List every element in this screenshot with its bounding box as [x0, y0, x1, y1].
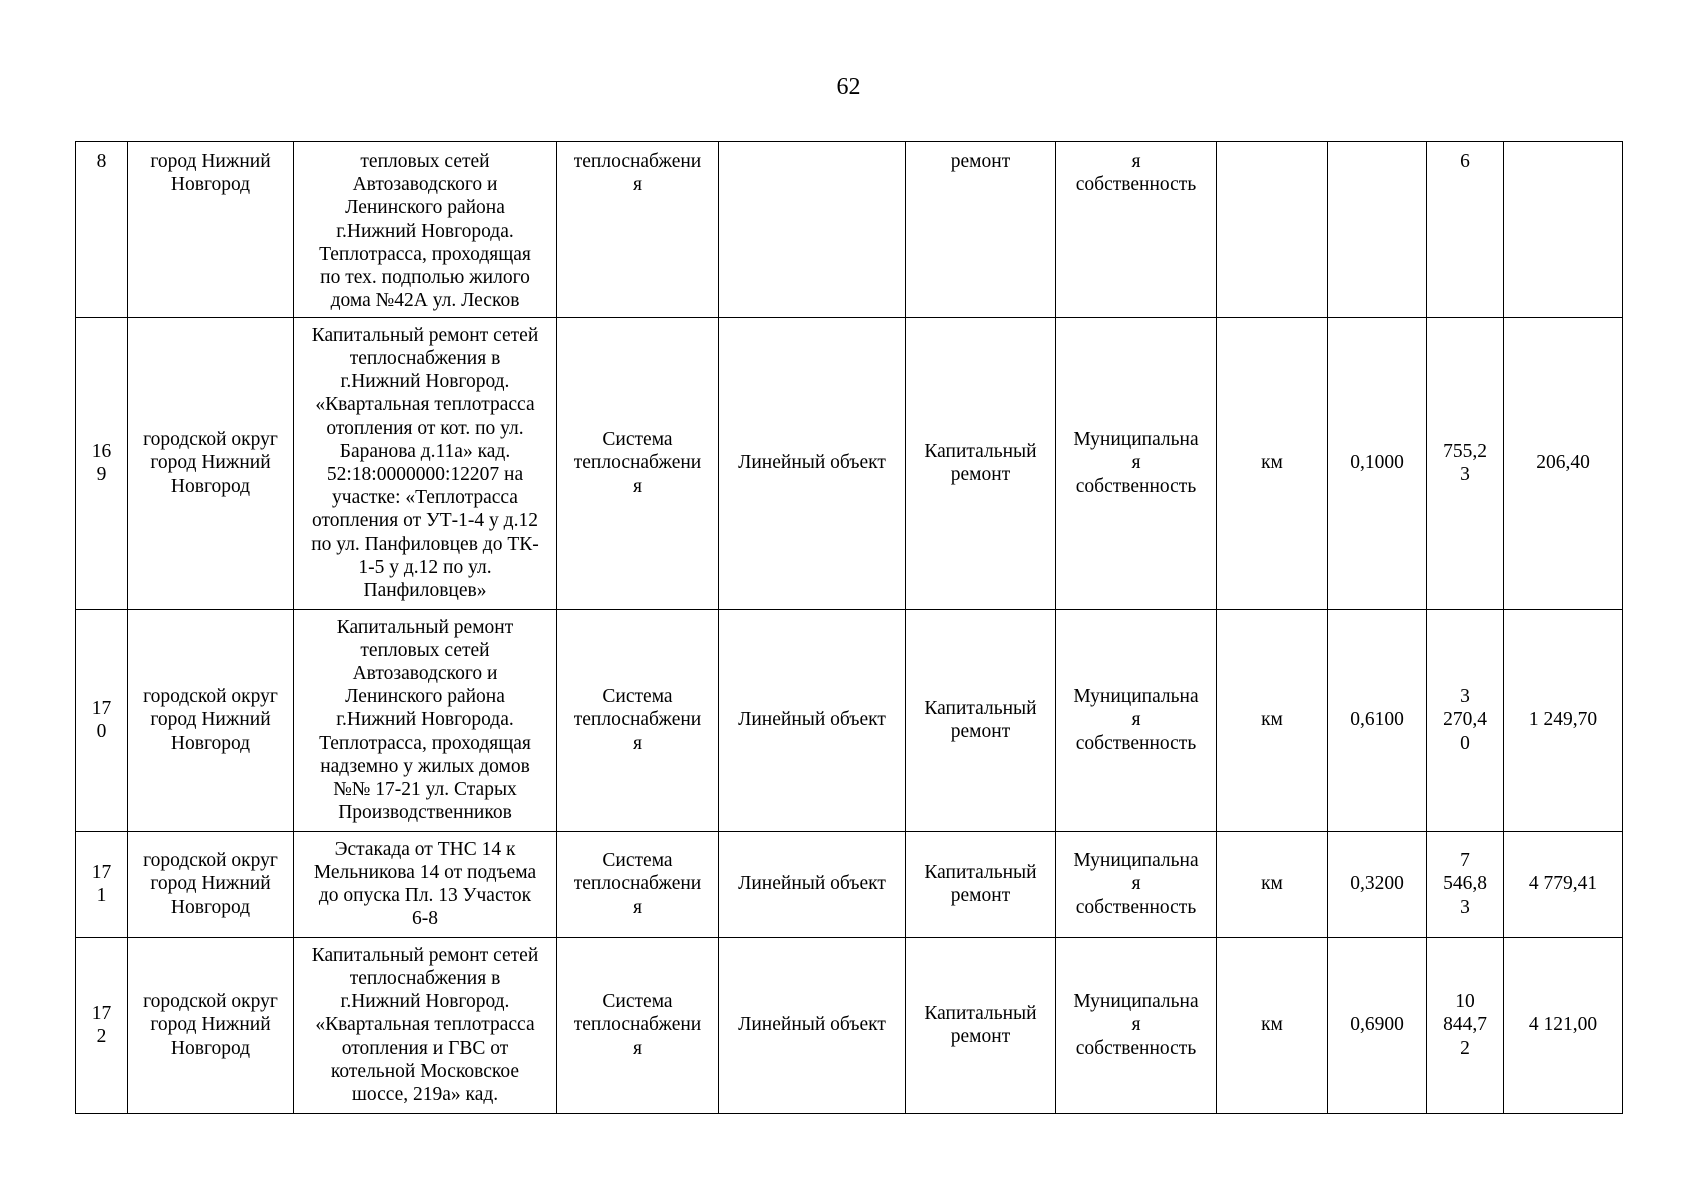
cell-object-type [719, 610, 906, 832]
cell-length-line: 0,3200 [1350, 873, 1404, 895]
cell-object-name-line: Мельникова 14 от подъема [313, 861, 537, 883]
cell-number-line: 16 [91, 440, 112, 462]
cell-object-name-line: отопления от УТ-1-4 у д.12 [312, 510, 538, 532]
cell-municipality-line: Новгород [170, 174, 251, 196]
cell-ownership [1056, 938, 1217, 1114]
cell-system [557, 610, 719, 832]
cell-municipality-line: город Нижний [150, 873, 271, 895]
cell-ownership-line: Муниципальна [1073, 850, 1199, 872]
cell-object-name-line: по ул. Панфиловцев до ТК- [311, 533, 539, 555]
program-table [75, 141, 1623, 1114]
cell-object-name-line: Баранова д.11а» кад. [339, 440, 511, 462]
cell-object-name-line: Теплотрасса, проходящая [319, 732, 531, 754]
cell-system-line: я [633, 732, 642, 754]
cell-object-name-line: «Квартальная теплотрасса [315, 1014, 535, 1036]
cell-municipality [128, 610, 294, 832]
cell-object-name-line: отопления и ГВС от [341, 1037, 509, 1059]
cell-object-name-line: надземно у жилых домов [320, 755, 530, 777]
cell-work-type [906, 938, 1056, 1114]
cell-municipality-line: городской округ [143, 429, 278, 451]
cell-object-name-line: Автозаводского и [352, 662, 498, 684]
cell-number [76, 142, 128, 318]
cell-object-name-line: г.Нижний Новгорода. [336, 220, 514, 242]
cell-number [76, 610, 128, 832]
cell-number-line: 8 [96, 151, 107, 172]
cell-number-line: 0 [96, 721, 107, 742]
cell-total-line: 206,40 [1536, 452, 1590, 474]
cell-ownership-line: собственность [1075, 1037, 1197, 1059]
cell-total-line: 1 249,70 [1528, 709, 1598, 731]
cell-system-line: Система [602, 686, 673, 708]
cell-length [1328, 832, 1427, 938]
cell-number-line: 17 [91, 697, 112, 719]
cell-ownership [1056, 318, 1217, 610]
cell-system [557, 318, 719, 610]
cell-work-type [906, 832, 1056, 938]
cell-length [1328, 318, 1427, 610]
cell-length-line: 0,6100 [1350, 709, 1404, 731]
cell-object-name-line: Производственников [338, 802, 512, 824]
cell-unit [1217, 832, 1328, 938]
table-row [76, 832, 1623, 938]
page-number: 62 [836, 74, 861, 100]
cell-unit-line: км [1261, 452, 1283, 474]
cell-ownership-line: я [1131, 452, 1141, 474]
cell-cost-line: 0 [1460, 732, 1470, 754]
cell-municipality-line: Новгород [170, 1037, 251, 1059]
cell-municipality [128, 142, 294, 318]
cell-work-type-line: ремонт [950, 151, 1011, 172]
cell-object-name-line: отопления от кот. по ул. [326, 417, 524, 439]
cell-object-name-line: Теплотрасса, проходящая [319, 243, 531, 265]
cell-total-line: 4 779,41 [1528, 873, 1598, 895]
cell-cost-line: 3 [1460, 896, 1470, 918]
cell-work-type [906, 318, 1056, 610]
cell-object-type [719, 938, 906, 1114]
cell-cost-line: 6 [1460, 151, 1470, 172]
cell-cost-line: 2 [1460, 1037, 1470, 1059]
cell-cost [1427, 610, 1504, 832]
cell-object-name-line: Эстакада от ТНС 14 к [334, 838, 516, 860]
cell-object-name-line: тепловых сетей [360, 639, 490, 661]
cell-cost [1427, 318, 1504, 610]
cell-object-name-line: по тех. подполью жилого [320, 267, 530, 289]
cell-cost-line: 7 [1460, 850, 1470, 872]
cell-work-type-line: Капитальный [924, 861, 1037, 883]
cell-ownership-line: я [1131, 709, 1141, 731]
cell-total [1504, 832, 1623, 938]
cell-total [1504, 318, 1623, 610]
cell-object-name [294, 938, 557, 1114]
cell-object-name-line: теплоснабжения в [349, 347, 501, 369]
cell-unit-line: км [1261, 1014, 1283, 1036]
cell-object-name-line: шоссе, 219а» кад. [351, 1084, 499, 1105]
table-row [76, 142, 1623, 318]
cell-municipality [128, 938, 294, 1114]
cell-object-type-line: Линейный объект [738, 452, 886, 474]
cell-system-line: теплоснабжени [573, 709, 702, 731]
cell-length-line: 0,6900 [1350, 1014, 1404, 1036]
cell-unit-line: км [1261, 873, 1283, 895]
table-row [76, 610, 1623, 832]
cell-object-name-line: теплоснабжения в [349, 967, 501, 989]
cell-object-name-line: г.Нижний Новгорода. [336, 709, 514, 731]
table-row [76, 318, 1623, 610]
cell-object-name-line: Ленинского района [345, 686, 505, 708]
cell-total-line: 4 121,00 [1528, 1014, 1598, 1036]
cell-ownership [1056, 610, 1217, 832]
cell-municipality-line: городской округ [143, 991, 278, 1013]
cell-object-type-line: Линейный объект [738, 1014, 886, 1036]
cell-work-type-line: ремонт [950, 1026, 1011, 1047]
cell-system [557, 142, 719, 318]
cell-work-type-line: ремонт [950, 721, 1011, 742]
cell-municipality-line: Новгород [170, 732, 251, 754]
cell-ownership-line: собственность [1075, 896, 1197, 918]
cell-object-name-line: Капитальный ремонт [336, 616, 514, 638]
cell-number [76, 318, 128, 610]
cell-municipality [128, 832, 294, 938]
cell-system [557, 938, 719, 1114]
cell-total [1504, 938, 1623, 1114]
cell-work-type [906, 142, 1056, 318]
cell-system-line: Система [602, 850, 673, 872]
cell-cost-line: 844,7 [1443, 1014, 1487, 1036]
cell-object-name-line: Ленинского района [345, 197, 505, 219]
cell-number-line: 17 [91, 1002, 112, 1024]
cell-municipality-line: Новгород [170, 896, 251, 918]
cell-ownership-line: Муниципальна [1073, 686, 1199, 708]
cell-object-type [719, 832, 906, 938]
cell-object-type [719, 142, 906, 318]
cell-municipality-line: город Нижний [150, 151, 271, 172]
cell-object-name [294, 610, 557, 832]
cell-object-name-line: г.Нижний Новгород. [340, 371, 510, 393]
cell-work-type-line: Капитальный [924, 1002, 1037, 1024]
cell-system-line: Система [602, 429, 673, 451]
cell-total [1504, 610, 1623, 832]
cell-object-name [294, 318, 557, 610]
cell-work-type-line: Капитальный [924, 440, 1037, 462]
cell-object-name-line: тепловых сетей [360, 151, 490, 172]
cell-cost-line: 270,4 [1443, 709, 1487, 731]
cell-municipality-line: город Нижний [150, 709, 271, 731]
cell-total [1504, 142, 1623, 318]
cell-unit [1217, 318, 1328, 610]
cell-object-name [294, 832, 557, 938]
cell-system-line: я [633, 475, 642, 497]
cell-municipality-line: городской округ [143, 686, 278, 708]
cell-length [1328, 610, 1427, 832]
cell-unit-line: км [1261, 709, 1283, 731]
cell-municipality-line: городской округ [143, 850, 278, 872]
cell-object-type-line: Линейный объект [738, 709, 886, 731]
table-row [76, 938, 1623, 1114]
cell-system-line: я [633, 174, 642, 196]
cell-object-name-line: дома №42А ул. Лесков [330, 290, 520, 312]
cell-system-line: теплоснабжени [573, 873, 702, 895]
cell-ownership-line: Муниципальна [1073, 991, 1199, 1013]
cell-ownership-line: собственность [1075, 475, 1197, 497]
cell-work-type-line: Капитальный [924, 697, 1037, 719]
cell-object-name-line: участке: «Теплотрасса [332, 487, 518, 509]
cell-work-type [906, 610, 1056, 832]
cell-number [76, 832, 128, 938]
cell-object-name-line: Автозаводского и [352, 174, 498, 196]
cell-object-type-line: Линейный объект [738, 873, 886, 895]
cell-ownership-line: я [1131, 1014, 1141, 1036]
cell-object-type [719, 318, 906, 610]
table-body [76, 142, 1623, 1114]
cell-object-name-line: Капитальный ремонт сетей [311, 324, 539, 346]
cell-object-name-line: г.Нижний Новгород. [340, 991, 510, 1013]
cell-ownership-line: собственность [1075, 732, 1197, 754]
cell-object-name-line: до опуска Пл. 13 Участок [318, 885, 532, 906]
cell-cost [1427, 938, 1504, 1114]
cell-number [76, 938, 128, 1114]
cell-ownership-line: собственность [1075, 174, 1197, 196]
cell-system-line: теплоснабжени [573, 1014, 702, 1036]
cell-municipality-line: город Нижний [150, 452, 271, 474]
cell-work-type-line: ремонт [950, 885, 1011, 906]
cell-ownership [1056, 142, 1217, 318]
cell-system [557, 832, 719, 938]
cell-cost [1427, 832, 1504, 938]
cell-ownership-line: я [1131, 873, 1141, 895]
cell-ownership [1056, 832, 1217, 938]
cell-length [1328, 938, 1427, 1114]
cell-cost-line: 10 [1455, 991, 1475, 1013]
cell-municipality [128, 318, 294, 610]
cell-unit [1217, 938, 1328, 1114]
cell-cost-line: 755,2 [1443, 440, 1487, 462]
cell-system-line: я [633, 896, 642, 918]
cell-object-name-line: Капитальный ремонт сетей [311, 944, 539, 966]
cell-system-line: теплоснабжени [573, 452, 702, 474]
cell-object-name-line: Панфиловцев» [363, 580, 487, 602]
cell-number-line: 17 [91, 861, 112, 883]
cell-cost [1427, 142, 1504, 318]
cell-system-line: Система [602, 991, 673, 1013]
cell-ownership-line: Муниципальна [1073, 429, 1199, 451]
cell-number-line: 1 [96, 885, 107, 906]
cell-length-line: 0,1000 [1350, 452, 1404, 474]
cell-ownership-line: я [1131, 151, 1141, 172]
cell-municipality-line: город Нижний [150, 1014, 271, 1036]
cell-object-name-line: №№ 17-21 ул. Старых [333, 779, 517, 800]
cell-cost-line: 546,8 [1443, 873, 1487, 895]
cell-object-name-line: 52:18:0000000:12207 на [326, 464, 524, 485]
cell-length [1328, 142, 1427, 318]
cell-object-name-line: 6-8 [412, 908, 438, 930]
cell-system-line: я [633, 1037, 642, 1059]
cell-municipality-line: Новгород [170, 475, 251, 497]
cell-number-line: 9 [96, 464, 107, 485]
cell-system-line: теплоснабжени [573, 151, 702, 172]
cell-unit [1217, 142, 1328, 318]
cell-unit [1217, 610, 1328, 832]
cell-work-type-line: ремонт [950, 464, 1011, 485]
cell-object-name-line: котельной Московское [330, 1060, 520, 1082]
cell-object-name-line: «Квартальная теплотрасса [315, 394, 535, 416]
cell-object-name-line: 1-5 у д.12 по ул. [358, 556, 492, 578]
cell-cost-line: 3 [1460, 464, 1470, 485]
cell-number-line: 2 [96, 1026, 107, 1047]
cell-object-name [294, 142, 557, 318]
cell-cost-line: 3 [1460, 686, 1470, 708]
